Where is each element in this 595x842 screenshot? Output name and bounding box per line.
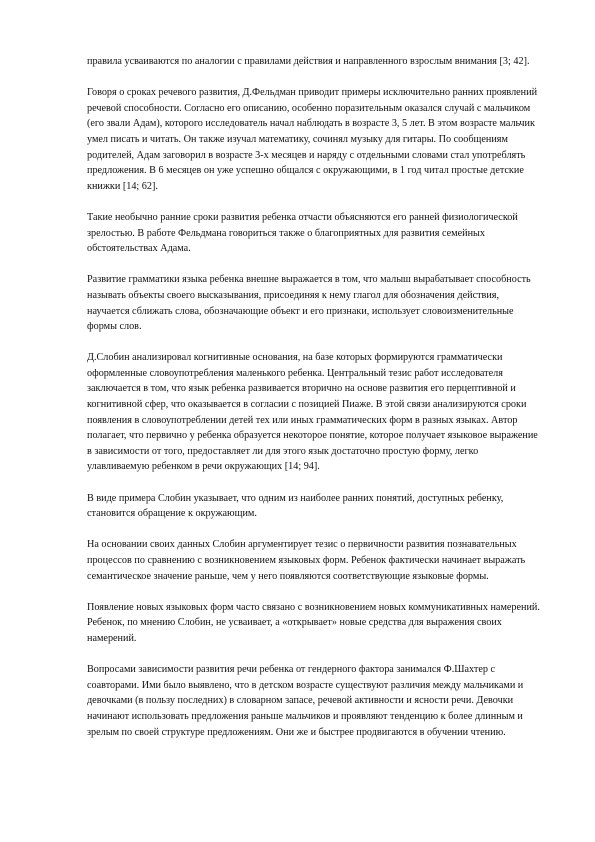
paragraph: Такие необычно ранние сроки развития ребенка отчасти объясняются его ранней физиологической зрелостью. В работе Фельдмана говориться также о благоприятных для развития семейных обстоятельствах Адама. [87, 211, 518, 255]
paragraph: Говоря о сроках речевого развития, Д.Фельдман приводит примеры исключительно ранних проявлений речевой способности. Согласно его описанию, особенно поразительным оказался случай с мальчиком (его звали Адам), которого исследователь начал наблюдать в возрасте 3, 5 лет. В этом возрасте мальчик умел писать и читать. Он также изучал математику, сочинял музыку для гитары. По сообщениям родителей, Адам заговорил в возрасте 3-х месяцев и наряду с отдельными словами стал употреблять предложения. В 6 месяцев он уже успешно общался с окружающими, в 1 год читал простые детские книжки [14; 62]. [87, 87, 538, 192]
document-body [87, 54, 542, 756]
paragraph: На основании своих данных Слобин аргументирует тезис о первичности развития познавательных процессов по сравнению с возникновением языковых форм. Ребенок фактически начинает выражать семантическое значение раньше, чем у него появляются соответствующие языковые формы. [87, 539, 526, 582]
paragraph: Вопросами зависимости развития речи ребенка от гендерного фактора занимался Ф.Шахтер с соавторами. Ими было выявлено, что в детском возрасте существуют различия между мальчиками и девочками (в пользу последних) в словарном запасе, речевой активности и ясности речи. Девочки начинают использовать предложения раньше мальчиков и проявляют тенденцию к более длинным и зрелым по своей структуре предложениям. Они же и быстрее продвигаются в обучении чтению. [87, 664, 524, 738]
paragraph: В виде примера Слобин указывает, что одним из наиболее ранних понятий, доступных ребенку, становится обращение к окружающим. [87, 492, 504, 520]
paragraph: Развитие грамматики языка ребенка внешне выражается в том, что малыш вырабатывает способность называть объекты своего высказывания, присоединяя к нему глагол для обозначения действия, научается сближать слова, обозначающие объект и его признаки, использует словоизменительные формы слов. [87, 274, 531, 333]
paragraph: правила усваиваются по аналогии с правилами действия и направленного взрослым внимания [3; 42]. [87, 56, 530, 67]
paragraph: Д.Слобин анализировал когнитивные основания, на базе которых формируются грамматически оформленные словоупотребления маленького ребенка. Центральный тезис работ исследователя заключается в том, что язык ребенка развивается вторично на основе развития его перцептивной и когнитивной сфер, что оказывается в согласии с позицией Пиаже. В этой связи анализируются сроки появления в словоупотреблении детей тех или иных грамматических форм в разных языках. Автор полагает, что первично у ребенка образуется некоторое понятие, которое получает языковое выражение в зависимости от того, предоставляет ли для этого язык достаточно простую форму, легко улавливаемую ребенком в речи окружающих [14; 94]. [87, 352, 538, 473]
paragraph: Появление новых языковых форм часто связано с возникновением новых коммуникативных намерений. Ребенок, по мнению Слобин, не усваивает, а «открывает» новые средства для выражения своих намерений. [87, 601, 540, 644]
